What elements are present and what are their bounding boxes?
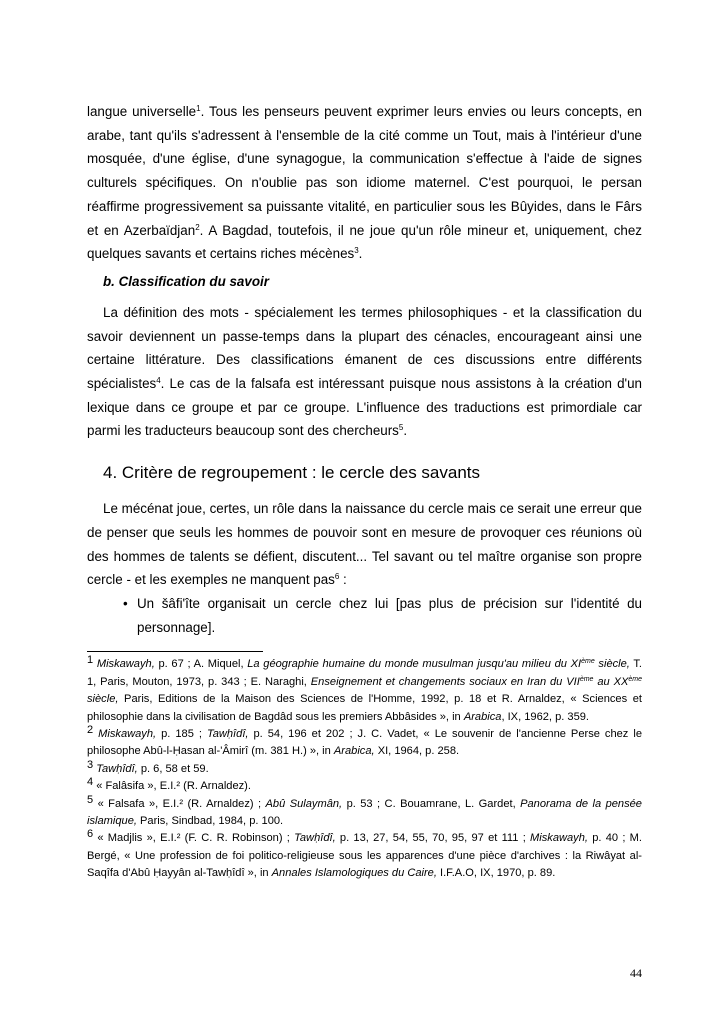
footnote-ref-6[interactable]: 6: [334, 572, 340, 582]
footnote-6: $^6$ « Madjlis », E.I.² (F. C. R. Robinson) ; Tawḥîdî, p. 13, 27, 54, 55, 70, 95, 97 et 111 ; Miskawayh, p. 40 ; M. Bergé, « Une profession de foi politico-religieuse sous les apparences d'une pièce d'archives : la Riwâyat al-Saqîfa d'Abû Ḥayyân al-Tawḥîdî », in Annales Islamologiques du Caire, I.F.A.O, IX, 1970, p. 89.: [87, 828, 643, 880]
subheading-classification: b. Classification du savoir: [103, 273, 269, 289]
bullet-icon: •: [123, 595, 128, 611]
paragraph-mecenat: Le mécénat joue, certes, un rôle dans la naissance du cercle mais ce serait une erreur que de penser que seuls les hommes de pouvoir sont en mesure de provoquer ces réunions où des hommes de talents se défient, discutent... Tel savant ou tel maître organise son propre cercle - et les exemples ne manquent pas$^6$ :: [87, 501, 642, 588]
page-body: [87, 100, 642, 883]
footnote-2: $^2$ Miskawayh, p. 185 ; Tawḥîdî, p. 54, 196 et 202 ; J. C. Vadet, « Le souvenir de l'ancienne Perse chez le philosophe Abû-l-Ḥasan al-'Âmirî (m. 381 H.) », in Arabica, XI, 1964, p. 258.: [87, 723, 642, 758]
footnote-4: $^4$ « Falâsifa », E.I.² (R. Arnaldez).: [87, 776, 251, 793]
bullet-text: Un šâfi'îte organisait un cercle chez lui [pas plus de précision sur l'identité du personnage].: [137, 595, 642, 635]
footnote-5: $^5$ « Falsafa », E.I.² (R. Arnaldez) ; Abû Sulaymân, p. 53 ; C. Bouamrane, L. Gardet, Panorama de la pensée islamique, Paris, Sindbad, 1984, p. 100.: [87, 793, 642, 828]
section-heading: 4. Critère de regroupement : le cercle des savants: [103, 463, 481, 483]
footnote-1: $^1$ Miskawayh, p. 67 ; A. Miquel, La géographie humaine du monde musulman jusqu'au milieu du XIème siècle, T. 1, Paris, Mouton, 1973, p. 343 ; E. Naraghi, Enseignement et changements sociaux en Iran du VIIème au XXème siècle, Paris, Editions de la Maison des Sciences de l'Homme, 1992, p. 18 et R. Arnaldez, « Sciences et philosophie dans la civilisation de Bagdâd sous les premiers Abbâsides », in Arabica, IX, 1962, p. 359.: [87, 654, 642, 723]
paragraph-classification: La définition des mots - spécialement les termes philosophiques - et la classification du savoir deviennent un passe-temps dans la plupart des cénacles, encourageant ainsi une certaine littérature. Des classifications émanent de ces discussions entre différents spécialistes$^4$. Le cas de la falsafa est intéressant puisque nous assistons à la création d'un lexique dans ce groupe et par ce groupe. L'influence des traductions est primordiale car parmi les traducteurs beaucoup sont des chercheurs$^5$.: [87, 304, 642, 439]
footnote-ref-4[interactable]: 4: [156, 376, 161, 386]
footnote-separator: [87, 651, 263, 652]
footnote-ref-5[interactable]: 5: [398, 423, 404, 433]
footnote-ref-2[interactable]: 2: [195, 222, 200, 232]
bullet-item: [123, 592, 642, 639]
paragraph-langue: langue universelle$^1$. Tous les penseurs peuvent exprimer leurs envies ou leurs concepts, en arabe, tant qu'ils s'adressent à l'ensemble de la cité comme un Tout, mais à l'intérieur d'une mosquée, d'une église, d'une synagogue, la communication s'effectue à l'aide de signes culturels spécifiques. On n'oublie pas son idiome maternel. C'est pourquoi, le persan réaffirme progressivement sa puissante vitalité, en particulier sous les Bûyides, dans le Fârs et en Azerbaïdjan$^2$. A Bagdad, toutefois, il ne joue qu'un rôle mineur et, uniquement, chez quelques savants et certains riches mécènes$^3$.: [87, 104, 643, 262]
footnote-3: $^3$ Tawḥîdî, p. 6, 58 et 59.: [87, 758, 209, 775]
footnote-ref-1[interactable]: 1: [196, 104, 201, 113]
page-number: 44: [630, 966, 642, 980]
footnote-ref-3[interactable]: 3: [354, 246, 359, 256]
